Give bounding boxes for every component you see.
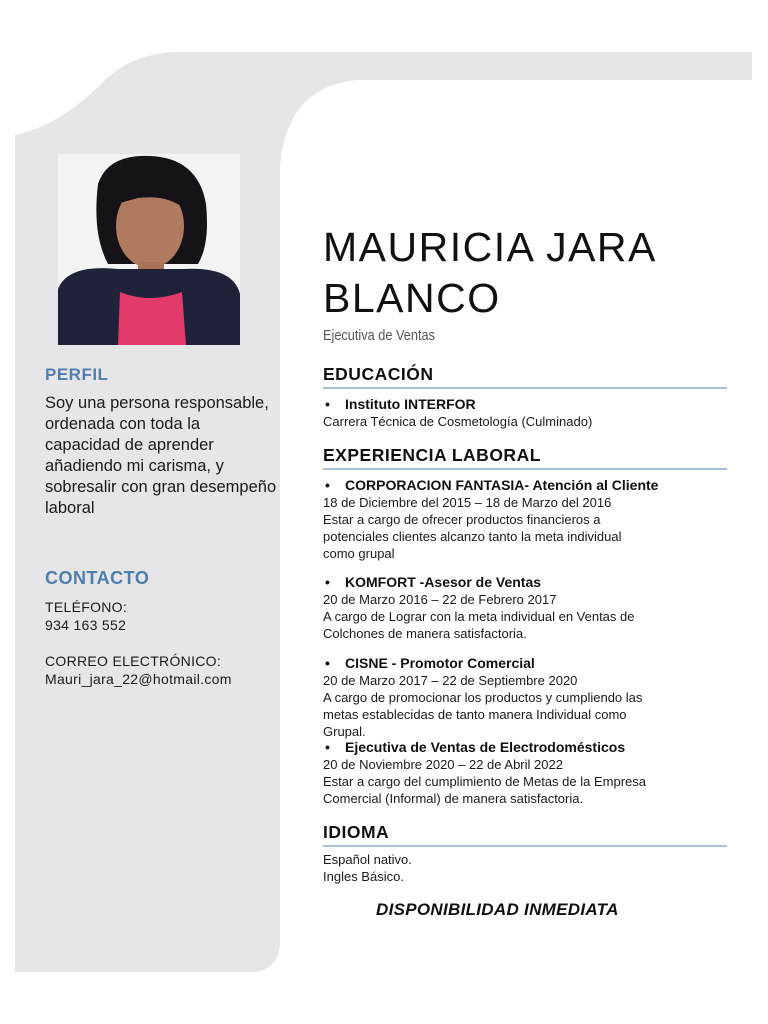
bullet-icon: • bbox=[325, 739, 330, 755]
experience-title: KOMFORT -Asesor de Ventas bbox=[345, 574, 542, 590]
education-title: Instituto INTERFOR bbox=[345, 396, 476, 412]
experience-line: Grupal. bbox=[323, 724, 366, 739]
profile-heading: PERFIL bbox=[45, 365, 109, 384]
bullet-icon: • bbox=[325, 655, 330, 671]
experience-line: Estar a cargo de ofrecer productos financieros a bbox=[323, 512, 601, 527]
phone-value: 934 163 552 bbox=[45, 617, 127, 633]
experience-dates: 18 de Diciembre del 2015 – 18 de Marzo del 2016 bbox=[323, 495, 612, 510]
experience-title: CISNE - Promotor Comercial bbox=[345, 655, 535, 671]
experience-item bbox=[323, 654, 728, 740]
experience-item bbox=[323, 738, 728, 807]
bullet-icon: • bbox=[325, 574, 330, 590]
profile-photo bbox=[58, 154, 240, 345]
experience-line: Estar a cargo del cumplimiento de Metas de la Empresa bbox=[323, 774, 646, 789]
education-heading: EDUCACIÓN bbox=[323, 364, 727, 389]
experience-heading: EXPERIENCIA LABORAL bbox=[323, 445, 727, 470]
experience-dates: 20 de Marzo 2017 – 22 de Septiembre 2020 bbox=[323, 673, 578, 688]
phone-label: TELÉFONO: bbox=[45, 599, 128, 615]
experience-line: A cargo de Lograr con la meta individual en Ventas de bbox=[323, 609, 635, 624]
availability-note: DISPONIBILIDAD INMEDIATA bbox=[376, 900, 619, 919]
candidate-name: MAURICIA JARA BLANCO bbox=[323, 224, 655, 321]
profile-text: Soy una persona responsable, ordenada con toda la capacidad de aprender añadiendo mi carisma, y sobresalir con gran desempeño laboral bbox=[45, 394, 277, 517]
contact-heading: CONTACTO bbox=[45, 568, 150, 588]
experience-title: Ejecutiva de Ventas de Electrodomésticos bbox=[345, 739, 626, 755]
experience-dates: 20 de Noviembre 2020 – 22 de Abril 2022 bbox=[323, 757, 563, 772]
candidate-role: Ejecutiva de Ventas bbox=[323, 327, 436, 344]
experience-line: como grupal bbox=[323, 546, 395, 561]
language-item: Español nativo. bbox=[323, 852, 412, 867]
experience-line: potenciales clientes alcanzo tanto la meta individual bbox=[323, 529, 622, 544]
experience-item bbox=[323, 573, 728, 642]
experience-item bbox=[323, 476, 728, 562]
experience-line: Colchones de manera satisfactoria. bbox=[323, 626, 527, 641]
education-line: Carrera Técnica de Cosmetología (Culminado) bbox=[323, 414, 593, 429]
language-item: Ingles Básico. bbox=[323, 869, 404, 884]
education-item bbox=[323, 395, 728, 430]
email-label: CORREO ELECTRÓNICO: bbox=[45, 653, 222, 669]
bullet-icon: • bbox=[325, 396, 330, 412]
experience-dates: 20 de Marzo 2016 – 22 de Febrero 2017 bbox=[323, 592, 557, 607]
experience-line: A cargo de promocionar los productos y cumpliendo las bbox=[323, 690, 643, 705]
email-value[interactable]: Mauri_jara_22@hotmail.com bbox=[45, 671, 232, 687]
experience-line: Comercial (Informal) de manera satisfactoria. bbox=[323, 791, 584, 806]
experience-line: metas establecidas de tanto manera Individual como bbox=[323, 707, 627, 722]
bullet-icon: • bbox=[325, 477, 330, 493]
experience-title: CORPORACION FANTASIA- Atención al Cliente bbox=[345, 477, 659, 493]
languages-heading: IDIOMA bbox=[323, 822, 727, 847]
